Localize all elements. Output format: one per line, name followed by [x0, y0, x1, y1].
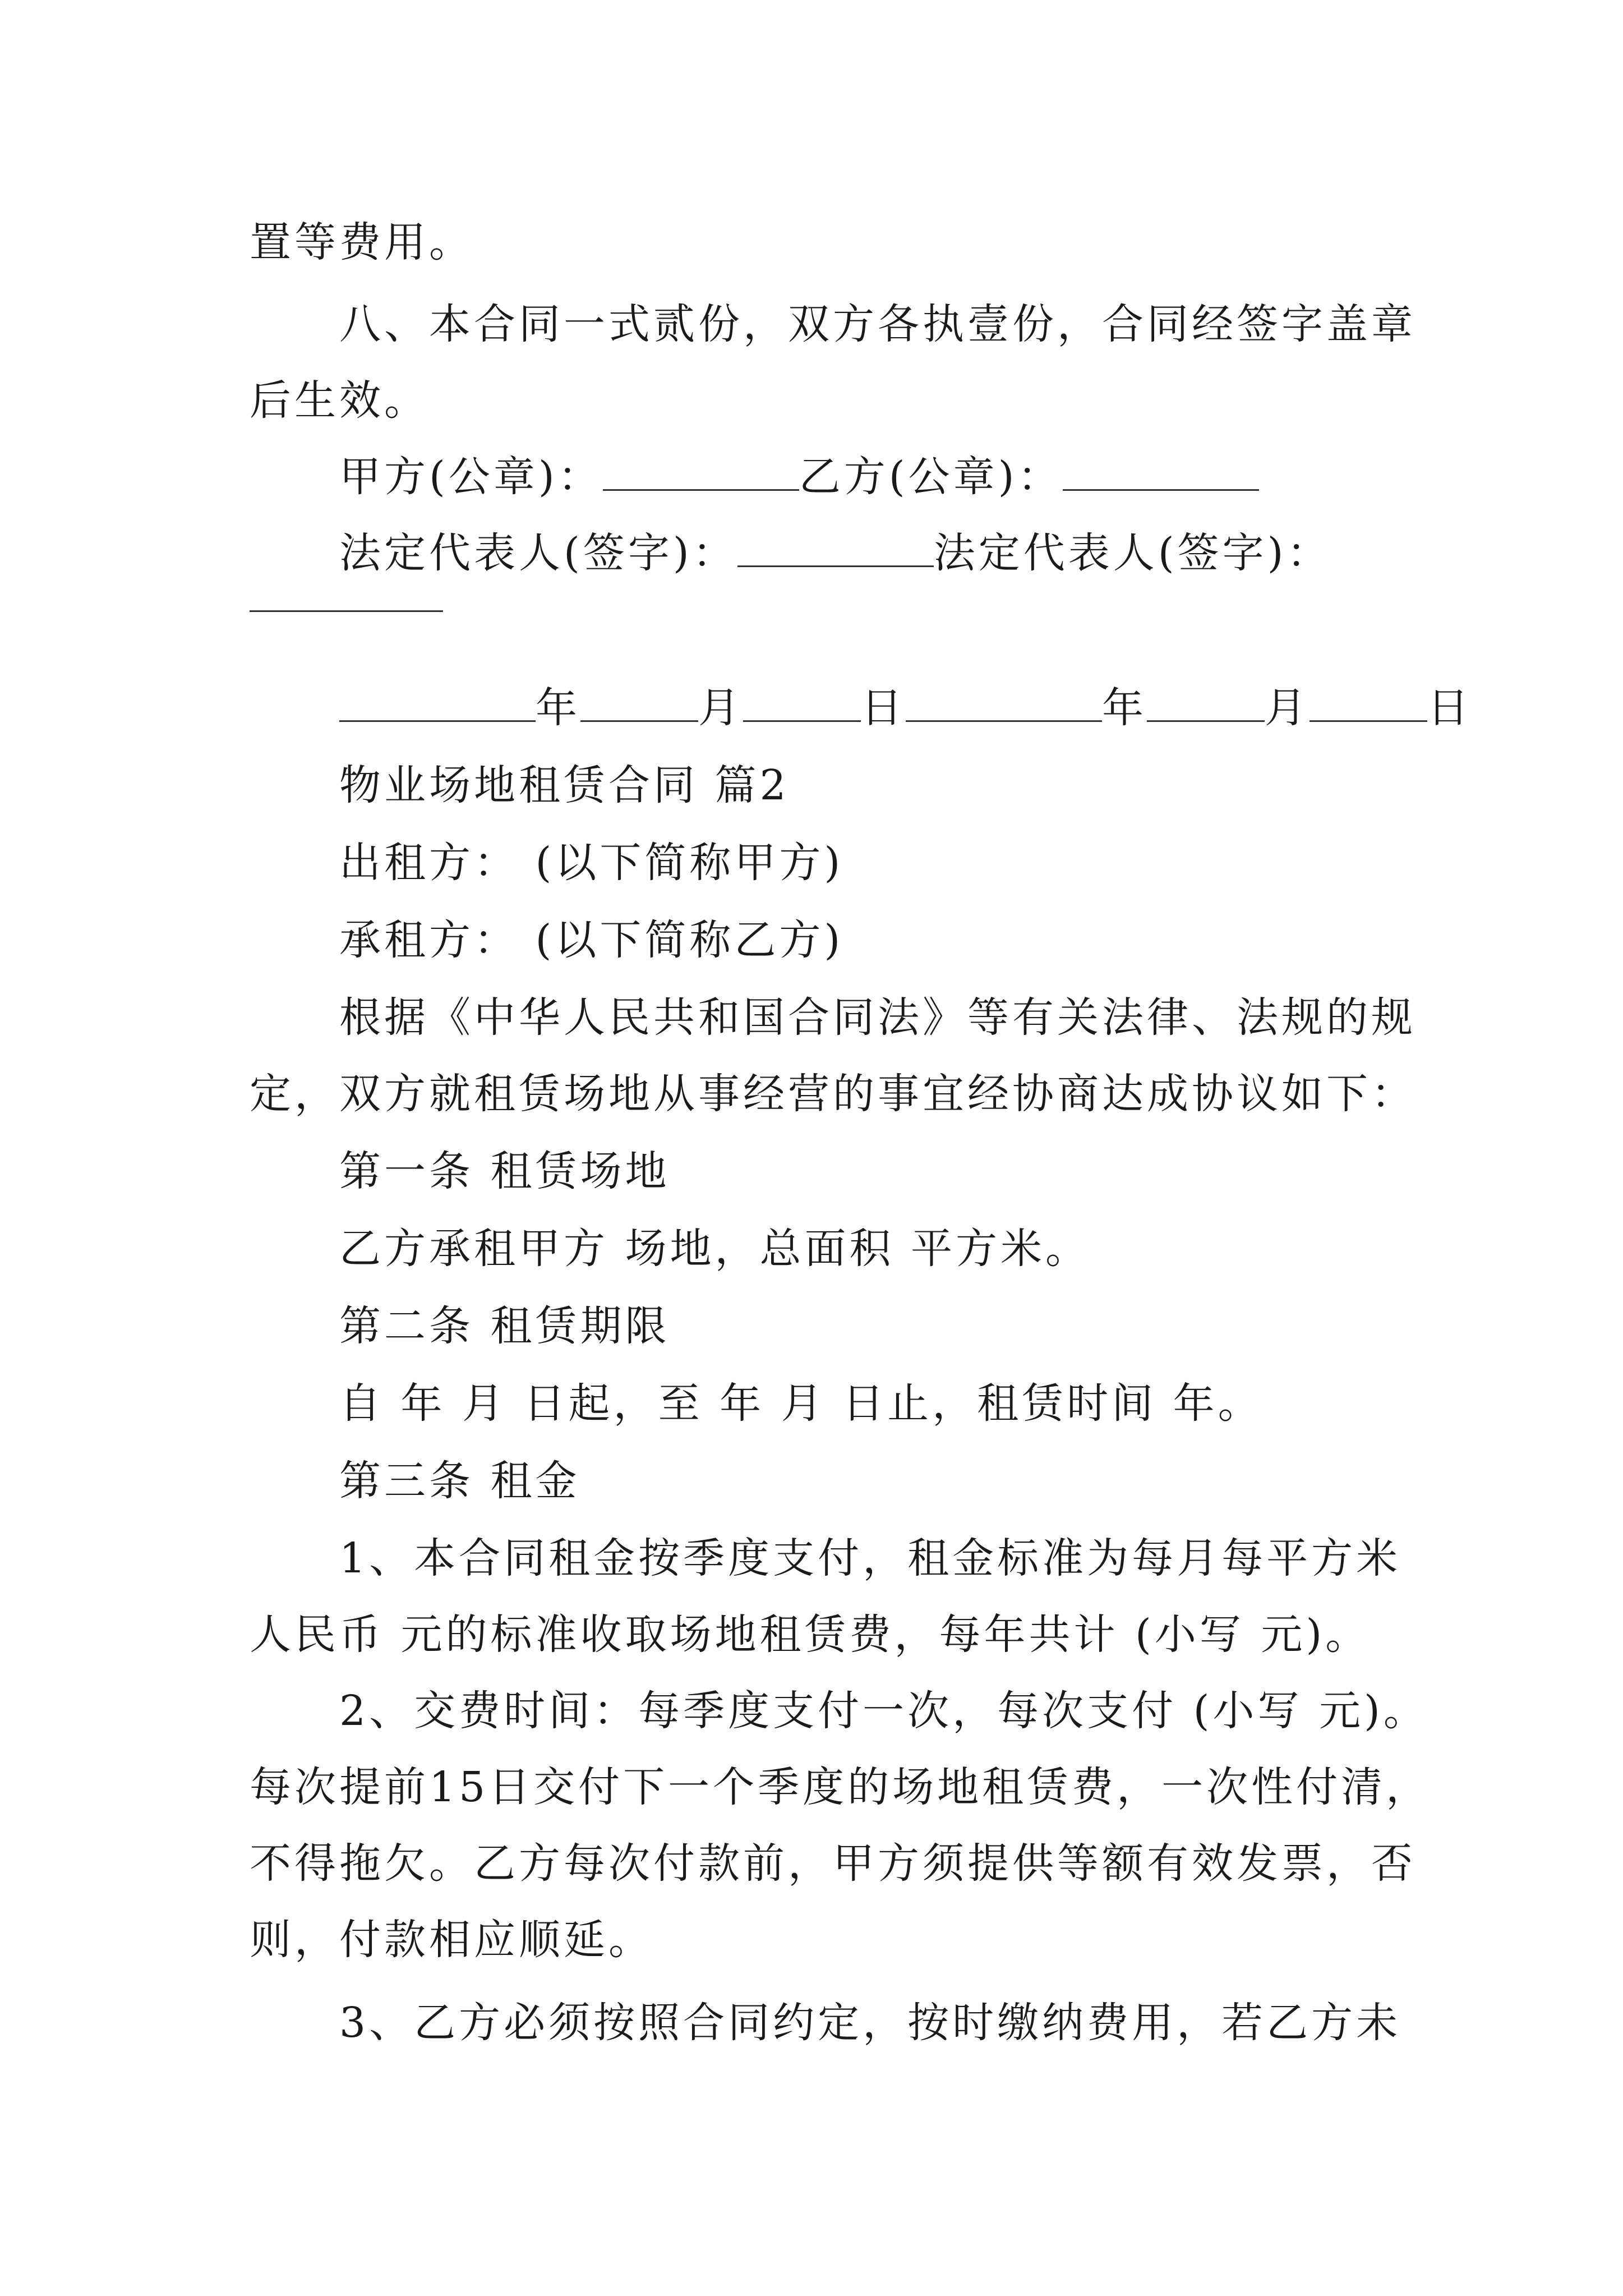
- month-label: 月: [1265, 684, 1310, 732]
- day-blank: [743, 687, 861, 722]
- seal-line: [339, 449, 1259, 505]
- paragraph-line: 自 年 月 日起，至 年 月 日止，租赁时间 年。: [339, 1379, 1263, 1428]
- paragraph-line: 乙方承租甲方 场地，总面积 平方米。: [339, 1225, 1091, 1273]
- month-blank: [580, 687, 698, 722]
- year-label: 年: [1102, 684, 1147, 732]
- year-label: 年: [536, 684, 580, 732]
- party-b-seal-label: 乙方(公章)：: [799, 453, 1063, 501]
- party-b-representative-label: 法定代表人(签字)：: [933, 529, 1332, 577]
- section-title: 物业场地租赁合同 篇2: [339, 761, 790, 809]
- article-heading: 第一条 租赁场地: [339, 1147, 670, 1195]
- representative-line: [339, 525, 1332, 581]
- date-blank: [339, 687, 536, 722]
- month-blank: [1147, 687, 1265, 722]
- clause-eight-line: 八、本合同一式贰份，双方各执壹份，合同经签字盖章: [339, 300, 1416, 348]
- paragraph-line: 每次提前15日交付下一个季度的场地租赁费，一次性付清，: [250, 1763, 1431, 1811]
- party-b-representative-blank: [250, 610, 443, 612]
- paragraph-line: 置等费用。: [250, 218, 474, 266]
- day-label: 日: [861, 684, 906, 732]
- preamble-line: 根据《中华人民共和国合同法》等有关法律、法规的规: [339, 993, 1416, 1042]
- day-blank: [1310, 687, 1427, 722]
- article-heading: 第三条 租金: [339, 1457, 580, 1505]
- preamble-line: 定，双方就租赁场地从事经营的事宜经协商达成协议如下：: [250, 1070, 1416, 1118]
- paragraph-line: 3、乙方必须按照合同约定，按时缴纳费用，若乙方未: [339, 1999, 1401, 2047]
- date-blank: [906, 687, 1102, 722]
- party-a-representative-label: 法定代表人(签字)：: [339, 529, 737, 577]
- party-a-seal-blank: [603, 455, 799, 491]
- party-a-seal-label: 甲方(公章)：: [339, 453, 603, 501]
- party-b-seal-blank: [1063, 455, 1259, 491]
- article-heading: 第二条 租赁期限: [339, 1302, 670, 1350]
- day-label: 日: [1427, 684, 1472, 732]
- party-a-representative-blank: [737, 532, 934, 567]
- lessor-line: 出租方： (以下简称甲方): [339, 839, 844, 887]
- paragraph-line: 2、交费时间：每季度支付一次，每次支付 (小写 元)。: [339, 1687, 1428, 1735]
- lessee-line: 承租方： (以下简称乙方): [339, 916, 844, 964]
- paragraph-line: 不得拖欠。乙方每次付款前，甲方须提供等额有效发票，否: [250, 1839, 1416, 1888]
- date-line: [339, 680, 1472, 736]
- paragraph-line: 则，付款相应顺延。: [250, 1916, 653, 1964]
- paragraph-line: 后生效。: [250, 376, 429, 425]
- paragraph-line: 1、本合同租金按季度支付，租金标准为每月每平方米: [339, 1534, 1401, 1582]
- paragraph-line: 人民币 元的标准收取场地租赁费，每年共计 (小写 元)。: [250, 1611, 1371, 1659]
- month-label: 月: [698, 684, 743, 732]
